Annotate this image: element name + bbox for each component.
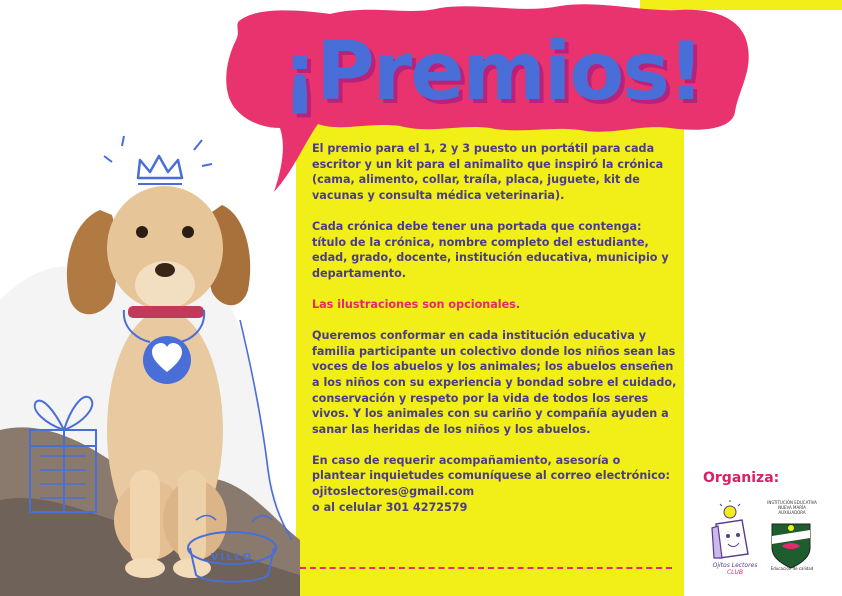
page-title: ¡Premios! bbox=[281, 25, 703, 118]
school-motto: Educación de calidad bbox=[770, 566, 814, 571]
school-name: INSTITUCIÓN EDUCATIVA NUEVA MARÍA AUXILIADORA bbox=[767, 500, 817, 515]
school-shield-logo bbox=[768, 500, 814, 570]
contact-phone: o al celular 301 4272579 bbox=[312, 500, 468, 514]
illustrations-note: Las ilustraciones son opcionales. bbox=[312, 297, 521, 311]
cover-paragraph: Cada crónica debe tener una portada que contenga: título de la crónica, nombre completo del estudiante, edad, grado, docente, institución educativa, municipio y departamento. bbox=[312, 219, 669, 280]
bowl-label: VILLO bbox=[210, 552, 254, 563]
body-text bbox=[312, 141, 677, 515]
club-logo-sub: CLUB bbox=[726, 569, 744, 576]
club-logo-text bbox=[702, 562, 768, 576]
prize-paragraph: El premio para el 1, 2 y 3 puesto un portátil para cada escritor y un kit para el animalito que inspiró la crónica (cama, alimento, collar, traíla, placa, juguete, kit de vacunas y consulta médica veterinaria). bbox=[312, 142, 664, 202]
organiza-label: Organiza: bbox=[703, 470, 780, 486]
dog-photo bbox=[0, 120, 300, 596]
contact-email[interactable]: ojitoslectores@gmail.com bbox=[312, 485, 475, 499]
contact-block bbox=[312, 453, 677, 515]
club-logo-name: Ojitos Lectores bbox=[712, 562, 758, 569]
collective-paragraph: Queremos conformar en cada institución educativa y familia participante un colectivo donde los niños sean las voces de los abuelos y los animales; los abuelos enseñen a los niños con su experiencia y bondad sobre el cuidado, conservación y respeto por la vida de todos los seres vivos. Y los animales con su cariño y compañía ayuden a sanar las heridas de los niños y los abuelos. bbox=[312, 329, 677, 436]
contact-intro: En caso de requerir acompañamiento, asesoría o plantear inquietudes comuníquese al correo electrónico: bbox=[312, 453, 670, 483]
dashed-divider bbox=[300, 567, 672, 569]
